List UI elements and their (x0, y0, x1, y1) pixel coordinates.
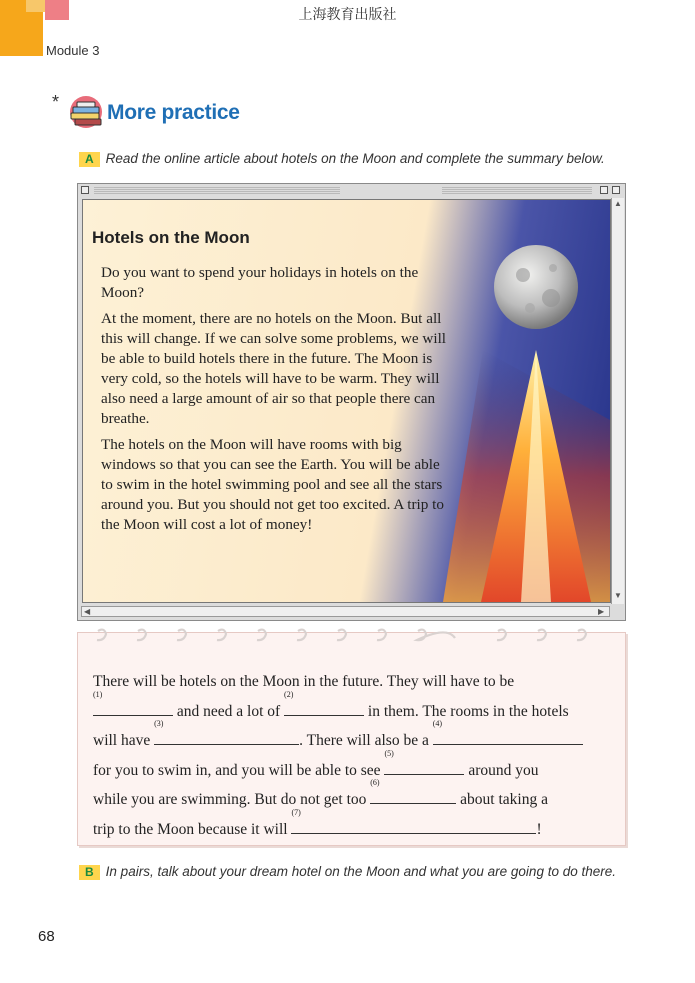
section-title: More practice (107, 101, 240, 124)
zoom-box-icon[interactable] (600, 186, 608, 194)
article-title: Hotels on the Moon (92, 228, 250, 247)
titlebar-stripes (94, 187, 340, 194)
article-paragraph: The hotels on the Moon will have rooms with big windows so that you can see the Earth. You will be able to swim in the hotel swimming pool and see all the stars around you. But you should not get too excited. A trip to the Moon will cost a lot of money! (101, 436, 444, 533)
instruction-b (79, 862, 639, 882)
blank-2[interactable] (284, 689, 364, 716)
article-body (101, 263, 453, 541)
blank-number: (1) (93, 689, 103, 699)
summary-text-segment: trip to the Moon because it will (93, 820, 288, 838)
horizontal-scrollbar[interactable] (81, 606, 610, 617)
close-box-icon[interactable] (81, 186, 89, 194)
instruction-a (79, 151, 605, 167)
blank-number: (7) (291, 807, 301, 817)
module-label: Module 3 (46, 43, 100, 58)
blank-6[interactable] (370, 778, 456, 804)
blank-number: (3) (154, 719, 164, 729)
summary-text-segment: and need a lot of (176, 702, 281, 720)
summary-text-segment: while you are swimming. But do not get too (93, 791, 367, 809)
blank-number: (6) (370, 778, 380, 788)
blank-5[interactable] (384, 748, 464, 775)
summary-text-segment: will have (93, 732, 151, 750)
publisher-header: 上海教育出版社 (298, 7, 397, 23)
article-paragraph: Do you want to spend your holidays in hotels on the Moon? (101, 264, 419, 301)
blank-4[interactable] (432, 719, 583, 745)
blank-3[interactable] (154, 719, 299, 745)
window-titlebar (78, 184, 625, 197)
vertical-scrollbar[interactable] (611, 198, 624, 604)
article-paragraph: At the moment, there are no hotels on the Moon. But all this will change. If we can solve some problems, we will be able to build hotels there in the future. The Moon is very cold, so the hotels will have to be warm. They will also need a large amount of air so that people there can breathe. (101, 310, 447, 427)
scroll-down-arrow-icon[interactable]: ▼ (614, 591, 622, 600)
books-icon (67, 95, 105, 129)
blank-number: (4) (432, 719, 443, 729)
collapse-box-icon[interactable] (612, 186, 620, 194)
summary-text-segment: for you to swim in, and you will be able to see (93, 761, 381, 779)
scroll-left-arrow-icon[interactable]: ◀ (84, 607, 91, 616)
badge-b: B (79, 865, 100, 880)
notepad-spiral (88, 627, 608, 645)
badge-a: A (79, 152, 100, 167)
summary-text (93, 667, 623, 845)
summary-text-segment: ! (536, 820, 542, 838)
scroll-right-arrow-icon[interactable]: ▶ (598, 607, 605, 616)
summary-text-segment: around you (468, 761, 539, 779)
summary-text-segment: about taking a (460, 791, 548, 809)
blank-number: (2) (284, 689, 294, 699)
blank-number: (5) (384, 748, 394, 758)
optional-marker: * (52, 92, 60, 112)
instruction-a-text: Read the online article about hotels on the Moon and complete the summary below. (105, 151, 605, 166)
instruction-b-text: In pairs, talk about your dream hotel on the Moon and what you are going to do there. (105, 864, 616, 879)
summary-text-segment: in them. The rooms in the hotels (367, 702, 569, 720)
blank-7[interactable] (291, 807, 536, 834)
summary-text-segment: . There will also be a (299, 732, 429, 750)
page-number: 68 (38, 928, 55, 945)
blank-1[interactable] (93, 689, 173, 716)
titlebar-stripes-right (442, 187, 592, 194)
scroll-up-arrow-icon[interactable]: ▲ (614, 199, 622, 208)
summary-line: There will be hotels on the Moon in the future. They will have to be (93, 673, 515, 690)
